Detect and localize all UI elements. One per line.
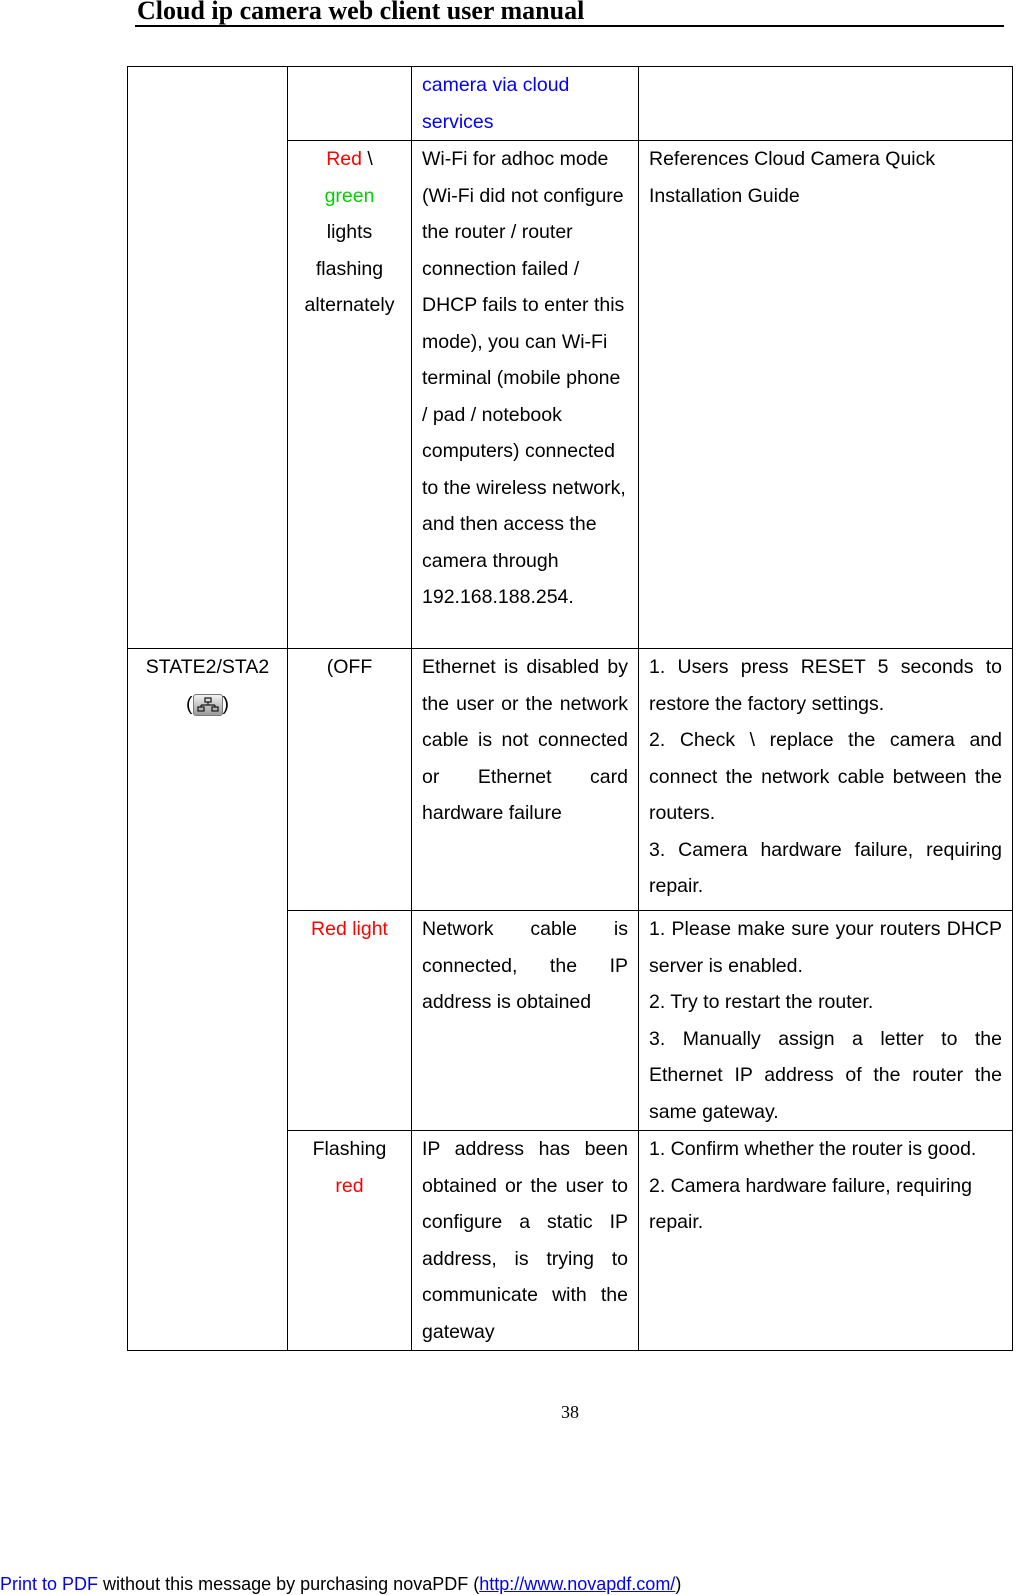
description-cell: Ethernet is disabled by the user or the network cable is not connected or Ethernet card hardware failure <box>412 649 639 911</box>
led-state-text: Red light <box>311 918 388 940</box>
led-state-text: lights flashing alternately <box>304 221 395 316</box>
description-cell: Network cable is connected, the IP address is obtained <box>412 911 639 1131</box>
solution-item: 2. Camera hardware failure, requiring repair. <box>649 1174 972 1233</box>
solution-item: 1. Please make sure your routers DHCP server is enabled. <box>649 918 1002 977</box>
led-status-table <box>127 66 1013 1351</box>
solution-cell <box>639 911 1013 1131</box>
footer-close: ) <box>675 1574 682 1594</box>
solution-item: 3. Camera hardware failure, requiring repair. <box>649 838 1002 897</box>
paren-open: ( <box>186 692 193 715</box>
state-label: STATE2/STA2 <box>145 656 270 678</box>
paren-close: ) <box>222 692 229 715</box>
novapdf-url-link[interactable]: http://www.novapdf.com/ <box>479 1574 676 1594</box>
solution-item: 2. Check \ replace the camera and connect the network cable between the routers. <box>649 729 1002 824</box>
led-cell-continued <box>288 67 412 141</box>
led-separator: \ <box>361 148 373 170</box>
led-cell <box>288 911 412 1131</box>
footer-text: without this message by purchasing novaPDF ( <box>98 1574 480 1594</box>
page-number: 38 <box>561 1402 579 1422</box>
led-cell <box>288 1131 412 1351</box>
led-color-red: red <box>335 1174 364 1197</box>
table-row <box>128 67 1013 141</box>
description-cell: camera via cloud services <box>412 67 639 141</box>
description-cell: Wi-Fi for adhoc mode (Wi-Fi did not configure the router / router connection failed / DHCP fails to enter this mode), you can Wi-Fi terminal (mobile phone / pad / notebook computers) connected to the wireless network, and then access the camera through 192.168.188.254. <box>412 141 639 649</box>
print-to-pdf-link[interactable]: Print to PDF <box>0 1574 99 1594</box>
solution-item: 2. Try to restart the router. <box>649 991 874 1013</box>
led-state-text: Flashing <box>312 1138 387 1160</box>
led-state-text: (OFF <box>326 656 373 678</box>
state-cell <box>128 649 288 1351</box>
solution-item: 3. Manually assign a letter to the Ethernet IP address of the router the same gateway. <box>649 1027 1002 1123</box>
solution-cell <box>639 649 1013 911</box>
network-icon <box>193 694 223 716</box>
print-footer <box>0 1574 681 1595</box>
solution-item: 1. Users press RESET 5 seconds to restore the factory settings. <box>649 656 1002 715</box>
led-cell <box>288 141 412 649</box>
led-color-green: green <box>324 184 375 207</box>
table-row <box>128 649 1013 911</box>
header-rule <box>135 25 1004 27</box>
solution-cell <box>639 67 1013 141</box>
solution-cell: References Cloud Camera Quick Installation Guide <box>639 141 1013 649</box>
led-cell <box>288 649 412 911</box>
solution-cell <box>639 1131 1013 1351</box>
page-header-title: Cloud ip camera web client user manual <box>137 0 585 25</box>
state-cell-continued <box>128 67 288 649</box>
description-cell: IP address has been obtained or the user to configure a static IP address, is trying to communicate with the gateway <box>412 1131 639 1351</box>
solution-item: 1. Confirm whether the router is good. <box>649 1138 977 1160</box>
led-color-red: Red <box>326 148 362 170</box>
